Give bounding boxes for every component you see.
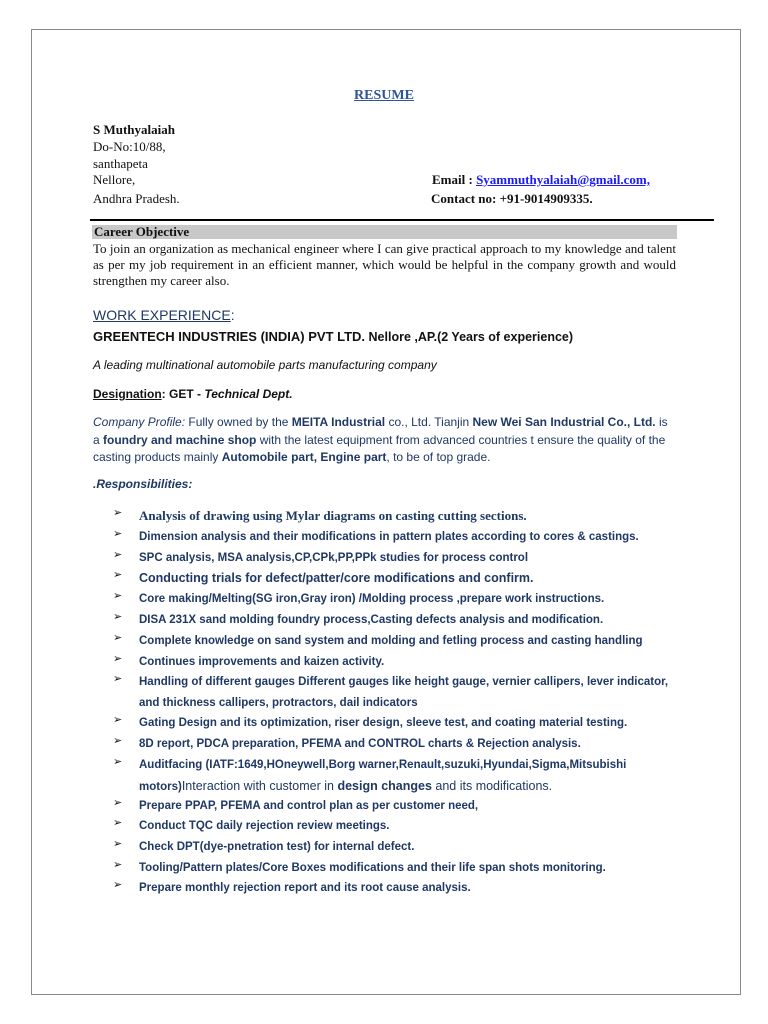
contact-line bbox=[431, 191, 593, 207]
contact-number: +91-9014909335. bbox=[499, 191, 593, 206]
profile-text-4: with the latest equipment from advanced countries t ensure the quality of the casting products mainly bbox=[93, 432, 666, 464]
list-item-text: SPC analysis, MSA analysis,CP,CPk,PP,PPk studies for process control bbox=[139, 552, 529, 564]
list-item-text: Prepare PPAP, PFEMA and control plan as per customer need, bbox=[139, 800, 479, 812]
audit-list: Auditfacing (IATF:1649,HOneywell,Borg warner,Renault,suzuki,Hyundai,Sigma,Mitsubishi motors) bbox=[139, 759, 627, 793]
profile-text-5: , to be of top grade. bbox=[386, 450, 491, 464]
career-objective-heading: Career Objective bbox=[94, 224, 190, 239]
audit-tail-2: design changes bbox=[337, 778, 432, 793]
work-experience-heading bbox=[93, 307, 235, 323]
address-line-4: Andhra Pradesh. bbox=[93, 191, 180, 206]
address-line-2: santhapeta bbox=[93, 156, 148, 171]
profile-bold-1: MEITA Industrial bbox=[291, 415, 386, 429]
applicant-name: S Muthyalaiah bbox=[93, 122, 175, 137]
resume-title: RESUME bbox=[354, 88, 414, 103]
work-experience-label: WORK EXPERIENCE bbox=[93, 307, 231, 323]
arrowhead-bullet-icon: ➢ bbox=[113, 734, 123, 747]
email-line bbox=[432, 172, 650, 188]
designation-value: : GET - bbox=[161, 387, 205, 401]
audit-tail-1: Interaction with customer in bbox=[181, 778, 338, 793]
arrowhead-bullet-icon: ➢ bbox=[113, 755, 123, 768]
list-item-text: Prepare monthly rejection report and its root cause analysis. bbox=[139, 882, 471, 894]
audit-tail-3: and its modifications. bbox=[431, 778, 553, 793]
list-item-text: Tooling/Pattern plates/Core Boxes modifications and their life span shots monitoring. bbox=[139, 862, 606, 874]
contact-label: Contact no: bbox=[431, 191, 500, 206]
list-item-text bbox=[139, 755, 679, 797]
arrowhead-bullet-icon: ➢ bbox=[113, 631, 123, 644]
responsibilities-heading: .Responsibilities: bbox=[93, 477, 193, 491]
list-item-text: Continues improvements and kaizen activity. bbox=[139, 656, 385, 668]
profile-bold-3: foundry and machine shop bbox=[103, 432, 257, 447]
profile-text-1: Fully owned by the bbox=[185, 415, 292, 429]
company-profile-label: Company Profile: bbox=[93, 415, 186, 429]
designation-line bbox=[93, 387, 293, 401]
arrowhead-bullet-icon: ➢ bbox=[113, 589, 123, 602]
arrowhead-bullet-icon: ➢ bbox=[113, 816, 123, 829]
profile-text-3: is a bbox=[93, 415, 668, 447]
header-divider bbox=[90, 219, 714, 221]
list-item-text: Dimension analysis and their modifications in pattern plates according to cores & castings. bbox=[139, 531, 639, 543]
list-item-text: Check DPT(dye-pnetration test) for internal defect. bbox=[139, 841, 415, 853]
arrowhead-bullet-icon: ➢ bbox=[113, 796, 123, 809]
address-line-3: Nellore, bbox=[93, 172, 136, 187]
arrowhead-bullet-icon: ➢ bbox=[113, 878, 123, 891]
company-name: GREENTECH INDUSTRIES (INDIA) PVT LTD. bbox=[93, 329, 366, 344]
career-objective-text: To join an organization as mechanical engineer where I can give practical approach to my knowledge and talent as per my job requirement in an efficient manner, which would be helpful in the company growth and would strengthen my career also. bbox=[93, 241, 676, 288]
arrowhead-bullet-icon: ➢ bbox=[113, 527, 123, 540]
company-profile bbox=[93, 414, 677, 467]
work-experience-colon: : bbox=[230, 307, 235, 323]
arrowhead-bullet-icon: ➢ bbox=[113, 837, 123, 850]
list-item-text: Conduct TQC daily rejection review meetings. bbox=[139, 820, 390, 832]
list-item-text: Analysis of drawing using Mylar diagrams on casting cutting sections. bbox=[139, 508, 527, 523]
address-line-1: Do-No:10/88, bbox=[93, 139, 166, 154]
company-location: Nellore ,AP.(2 Years of experience) bbox=[365, 330, 574, 344]
profile-text-2: co., Ltd. Tianjin bbox=[385, 415, 473, 429]
arrowhead-bullet-icon: ➢ bbox=[113, 568, 123, 581]
designation-dept: Technical Dept. bbox=[204, 387, 293, 401]
arrowhead-bullet-icon: ➢ bbox=[113, 610, 123, 623]
list-item-text: Conducting trials for defect/patter/core modifications and confirm. bbox=[139, 571, 534, 585]
email-link[interactable]: Syammuthyalaiah@gmail.com, bbox=[476, 172, 650, 187]
arrowhead-bullet-icon: ➢ bbox=[113, 713, 123, 726]
arrowhead-bullet-icon: ➢ bbox=[113, 858, 123, 871]
profile-bold-4: Automobile part, Engine part bbox=[221, 450, 387, 464]
list-item-text: 8D report, PDCA preparation, PFEMA and CONTROL charts & Rejection analysis. bbox=[139, 738, 581, 750]
company-tagline: A leading multinational automobile parts manufacturing company bbox=[93, 358, 437, 372]
list-item-text: DISA 231X sand molding foundry process,Casting defects analysis and modification. bbox=[139, 614, 604, 626]
arrowhead-bullet-icon: ➢ bbox=[113, 672, 123, 685]
list-item-text: Gating Design and its optimization, riser design, sleeve test, and coating material testing. bbox=[139, 717, 628, 729]
arrowhead-bullet-icon: ➢ bbox=[113, 506, 123, 519]
list-item-text: Core making/Melting(SG iron,Gray iron) /Molding process ,prepare work instructions. bbox=[139, 593, 605, 605]
arrowhead-bullet-icon: ➢ bbox=[113, 548, 123, 561]
list-item-text: Handling of different gauges Different gauges like height gauge, vernier callipers, lever indicator, and thickness callipers, protractors, dail indicators bbox=[139, 676, 669, 709]
email-label: Email : bbox=[432, 172, 477, 187]
profile-bold-2: New Wei San Industrial Co., Ltd. bbox=[472, 415, 656, 429]
list-item-text: Complete knowledge on sand system and molding and fetling process and casting handling bbox=[139, 635, 643, 647]
company-line bbox=[93, 329, 573, 344]
designation-label: Designation bbox=[93, 387, 162, 401]
arrowhead-bullet-icon: ➢ bbox=[113, 652, 123, 665]
